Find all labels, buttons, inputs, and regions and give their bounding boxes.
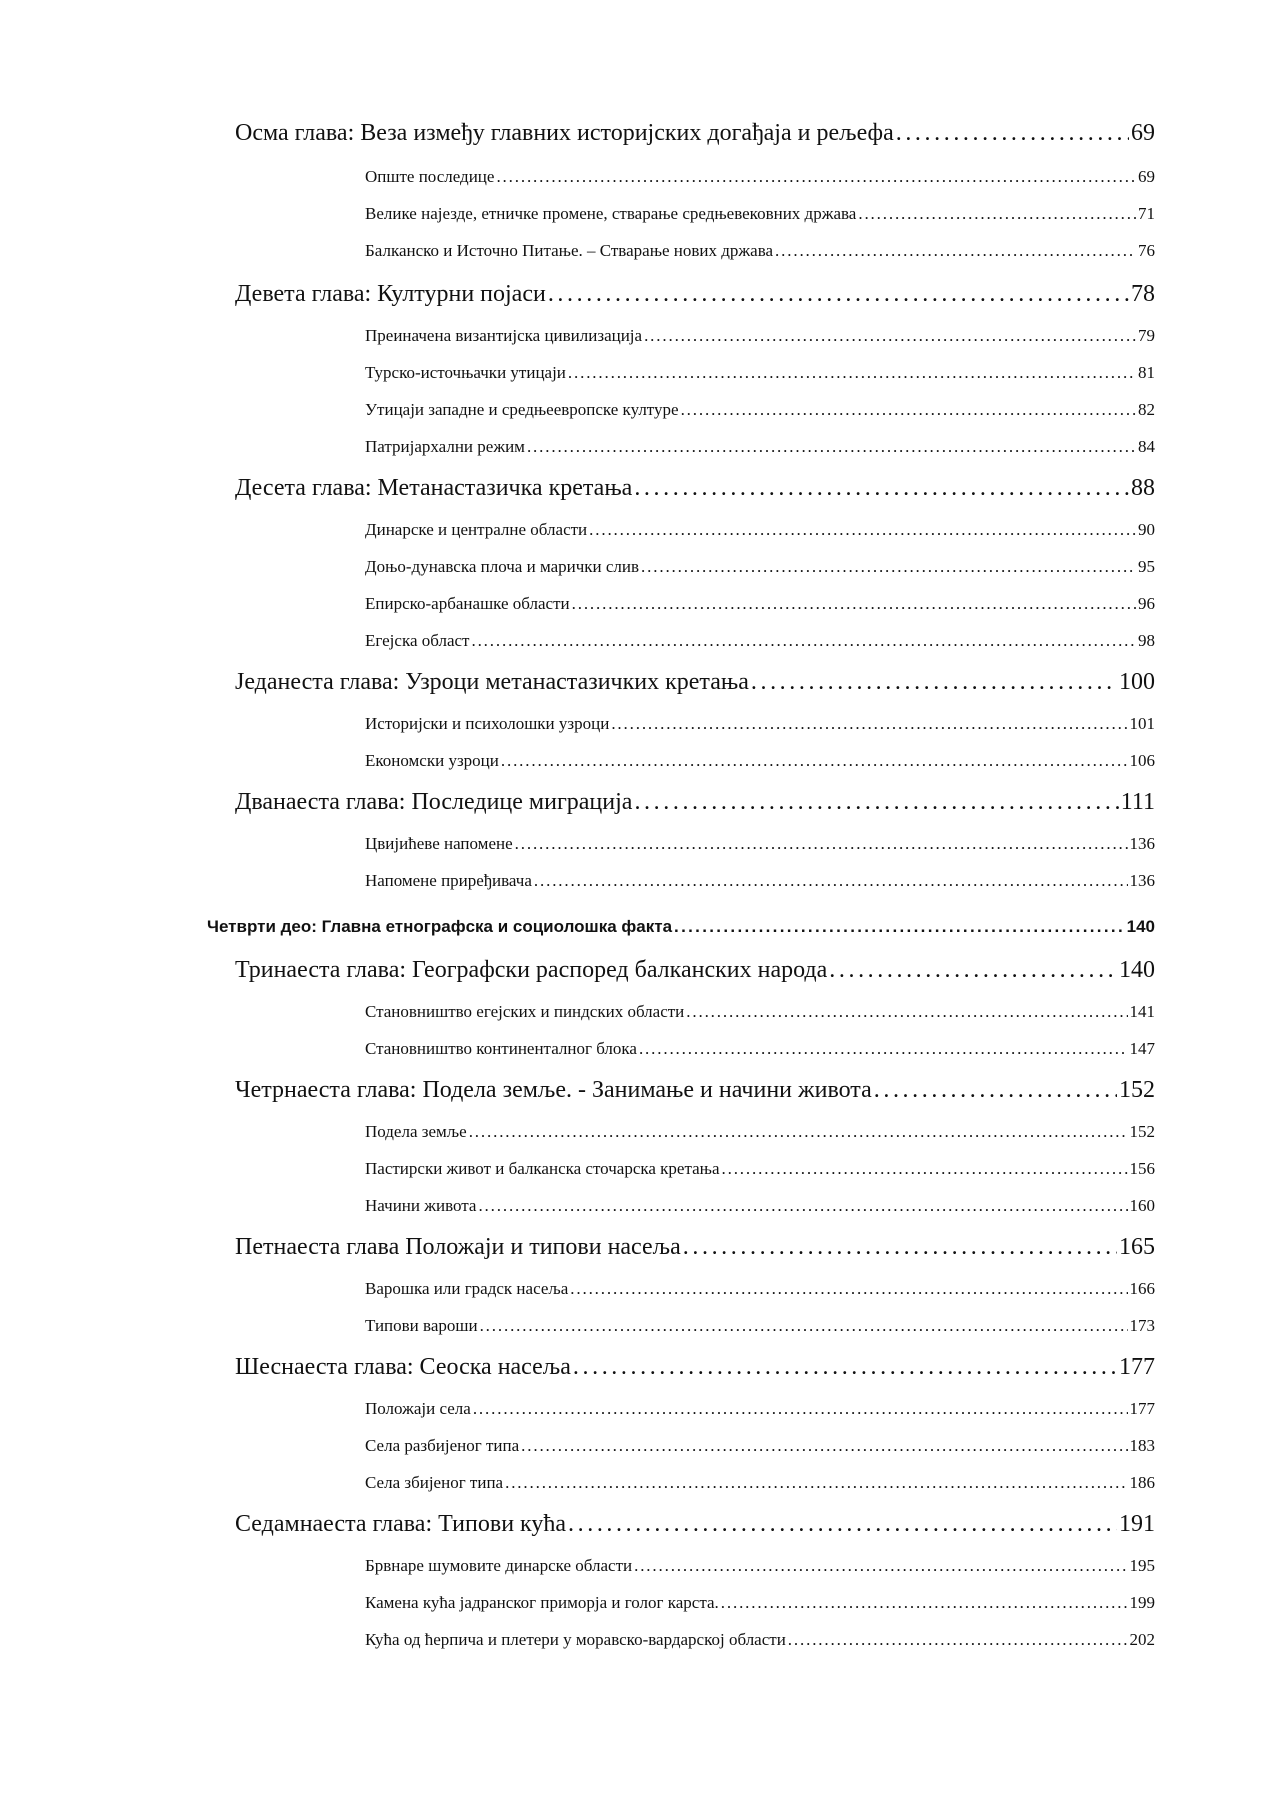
page-number: 98 <box>1138 631 1155 650</box>
page-number: 71 <box>1138 204 1155 223</box>
entry-title: Опште последице <box>365 167 495 186</box>
toc-section-entry[interactable] <box>365 714 1155 734</box>
page-number: 140 <box>1119 957 1155 983</box>
dot-leader <box>751 669 1117 696</box>
toc-section-entry[interactable] <box>365 1436 1155 1456</box>
dot-leader <box>858 204 1136 224</box>
toc-section-entry[interactable] <box>365 1473 1155 1493</box>
page-number: 199 <box>1129 1593 1155 1612</box>
page-number: 106 <box>1129 751 1155 770</box>
page-number: 173 <box>1129 1316 1155 1335</box>
dot-leader <box>548 281 1129 308</box>
toc-section-entry[interactable] <box>365 557 1155 577</box>
page-number: 160 <box>1129 1196 1155 1215</box>
entry-title: Историјски и психолошки узроци <box>365 714 610 733</box>
entry-title: Економски узроци <box>365 751 499 770</box>
dot-leader <box>501 751 1128 771</box>
toc-chapter-entry[interactable] <box>235 1354 1155 1381</box>
dot-leader <box>570 1279 1127 1299</box>
toc-section-entry[interactable] <box>365 871 1155 891</box>
toc-chapter-entry[interactable] <box>235 957 1155 984</box>
page-number: 96 <box>1138 594 1155 613</box>
entry-title: Начини живота <box>365 1196 477 1215</box>
dot-leader <box>469 1122 1128 1142</box>
dot-leader <box>634 475 1129 502</box>
toc-section-entry[interactable] <box>365 594 1155 614</box>
dot-leader <box>686 1002 1127 1022</box>
dot-leader <box>573 1354 1117 1381</box>
entry-title: Села збијеног типа <box>365 1473 504 1492</box>
page-number: 156 <box>1129 1159 1155 1178</box>
entry-title: Егејска област <box>365 631 470 650</box>
dot-leader <box>515 834 1128 854</box>
dot-leader <box>611 714 1127 734</box>
dot-leader <box>721 1593 1128 1613</box>
toc-section-entry[interactable] <box>365 1630 1155 1650</box>
toc-chapter-entry[interactable] <box>235 1077 1155 1104</box>
dot-leader <box>874 1077 1117 1104</box>
toc-section-entry[interactable] <box>365 1556 1155 1576</box>
dot-leader <box>534 871 1128 891</box>
toc-section-entry[interactable] <box>365 1279 1155 1299</box>
page-number: 84 <box>1138 437 1155 456</box>
entry-title: Типови вароши <box>365 1316 478 1335</box>
page-number: 88 <box>1131 475 1155 501</box>
entry-title: Кућа од ћерпича и плетери у моравско-вардарској области <box>365 1630 786 1649</box>
entry-title: Једанеста глава: Узроци метанастазичких кретања <box>235 669 749 695</box>
entry-title: Подела земље <box>365 1122 467 1141</box>
toc-section-entry[interactable] <box>365 751 1155 771</box>
dot-leader <box>480 1316 1128 1336</box>
dot-leader <box>641 557 1136 577</box>
toc-section-entry[interactable] <box>365 1316 1155 1336</box>
toc-section-entry[interactable] <box>365 1039 1155 1059</box>
entry-title: Динарске и централне области <box>365 520 588 539</box>
entry-title: Десета глава: Метанастазичка кретања <box>235 475 633 501</box>
dot-leader <box>589 520 1136 540</box>
entry-title: Варошка или градск насеља <box>365 1279 569 1298</box>
entry-title: Балканско и Источно Питање. – Стварање нових држава <box>365 241 774 260</box>
toc-chapter-entry[interactable] <box>235 1511 1155 1538</box>
entry-title: Шеснаеста глава: Сеоска насеља <box>235 1354 571 1380</box>
toc-section-entry[interactable] <box>365 437 1155 457</box>
page-number: 177 <box>1129 1399 1155 1418</box>
page-number: 152 <box>1129 1122 1155 1141</box>
page-number: 79 <box>1138 326 1155 345</box>
toc-chapter-entry[interactable] <box>235 120 1155 147</box>
page-number: 177 <box>1119 1354 1155 1380</box>
page-number: 186 <box>1129 1473 1155 1492</box>
page-number: 136 <box>1129 834 1155 853</box>
page-number: 69 <box>1138 167 1155 186</box>
dot-leader <box>478 1196 1127 1216</box>
toc-chapter-entry[interactable] <box>235 475 1155 502</box>
page-number: 76 <box>1138 241 1155 260</box>
dot-leader <box>683 1234 1117 1261</box>
toc-section-entry[interactable] <box>365 1399 1155 1419</box>
entry-title: Камена кућа јадранског приморја и голог карста. <box>365 1593 719 1612</box>
entry-title: Становништво континенталног блока <box>365 1039 637 1058</box>
page-number: 136 <box>1129 871 1155 890</box>
dot-leader <box>788 1630 1128 1650</box>
entry-title: Напомене приређивача <box>365 871 532 890</box>
dot-leader <box>473 1399 1128 1419</box>
entry-title: Патријархални режим <box>365 437 525 456</box>
page-number: 90 <box>1138 520 1155 539</box>
entry-title: Дванаеста глава: Последице миграција <box>235 789 633 815</box>
entry-title: Осма глава: Веза између главних историјских догађаја и рељефа <box>235 120 894 146</box>
dot-leader <box>471 631 1136 651</box>
entry-title: Цвијићеве напомене <box>365 834 513 853</box>
entry-title: Положаји села <box>365 1399 471 1418</box>
page-number: 81 <box>1138 363 1155 382</box>
page-number: 95 <box>1138 557 1155 576</box>
page-number: 140 <box>1126 917 1155 936</box>
entry-title: Седамнаеста глава: Типови кућа <box>235 1511 567 1537</box>
dot-leader <box>505 1473 1127 1493</box>
toc-section-entry[interactable] <box>365 363 1155 383</box>
entry-title: Пастирски живот и балканска сточарска кретања <box>365 1159 720 1178</box>
toc-section-entry[interactable] <box>365 167 1155 187</box>
toc-part-entry[interactable] <box>207 917 1155 937</box>
toc-section-entry[interactable] <box>365 400 1155 420</box>
toc-section-entry[interactable] <box>365 241 1155 261</box>
entry-title: Девета глава: Културни појаси <box>235 281 546 307</box>
entry-title: Велике најезде, етничке промене, стварање средњевековних држава <box>365 204 857 223</box>
toc-section-entry[interactable] <box>365 1002 1155 1022</box>
page-number: 69 <box>1131 120 1155 146</box>
entry-title: Четврти део: Главна етнографска и социолошка факта <box>207 917 673 936</box>
entry-title: Становништво егејских и пиндских области <box>365 1002 685 1021</box>
dot-leader <box>634 1556 1127 1576</box>
entry-title: Четрнаеста глава: Подела земље. - Занимање и начини живота <box>235 1077 872 1103</box>
dot-leader <box>775 241 1136 261</box>
entry-title: Доњо-дунавска плоча и марички слив <box>365 557 640 576</box>
page-number: 100 <box>1119 669 1155 695</box>
toc-chapter-entry[interactable] <box>235 669 1155 696</box>
page-number: 166 <box>1129 1279 1155 1298</box>
entry-title: Тринаеста глава: Географски распоред балканских народа <box>235 957 828 983</box>
page-number: 141 <box>1129 1002 1155 1021</box>
page-number: 101 <box>1129 714 1155 733</box>
dot-leader <box>674 917 1125 937</box>
toc-section-entry[interactable] <box>365 520 1155 540</box>
entry-title: Петнаеста глава Положаји и типови насеља <box>235 1234 681 1260</box>
toc-section-entry[interactable] <box>365 1122 1155 1142</box>
dot-leader <box>521 1436 1127 1456</box>
dot-leader <box>639 1039 1128 1059</box>
dot-leader <box>722 1159 1128 1179</box>
toc-section-entry[interactable] <box>365 1593 1155 1613</box>
toc-section-entry[interactable] <box>365 1159 1155 1179</box>
page-number: 195 <box>1129 1556 1155 1575</box>
toc-section-entry[interactable] <box>365 834 1155 854</box>
page-number: 147 <box>1129 1039 1155 1058</box>
entry-title: Села разбијеног типа <box>365 1436 520 1455</box>
dot-leader <box>644 326 1136 346</box>
page-number: 152 <box>1119 1077 1155 1103</box>
toc-section-entry[interactable] <box>365 1196 1155 1216</box>
page-number: 82 <box>1138 400 1155 419</box>
dot-leader <box>681 400 1136 420</box>
toc-chapter-entry[interactable] <box>235 1234 1155 1261</box>
dot-leader <box>896 120 1129 147</box>
page-number: 165 <box>1119 1234 1155 1260</box>
entry-title: Турско-источњачки утицаји <box>365 363 566 382</box>
dot-leader <box>568 363 1136 383</box>
toc-section-entry[interactable] <box>365 631 1155 651</box>
page-number: 191 <box>1119 1511 1155 1537</box>
entry-title: Епирско-арбанашке области <box>365 594 570 613</box>
dot-leader <box>829 957 1117 984</box>
entry-title: Брвнаре шумовите динарске области <box>365 1556 633 1575</box>
page-number: 111 <box>1120 789 1155 815</box>
dot-leader <box>496 167 1136 187</box>
dot-leader <box>572 594 1136 614</box>
dot-leader <box>634 789 1118 816</box>
toc-section-entry[interactable] <box>365 204 1155 224</box>
toc-chapter-entry[interactable] <box>235 281 1155 308</box>
page-number: 183 <box>1129 1436 1155 1455</box>
entry-title: Преиначена византијска цивилизација <box>365 326 643 345</box>
toc-section-entry[interactable] <box>365 326 1155 346</box>
entry-title: Утицаји западне и средњеевропске културе <box>365 400 679 419</box>
toc-chapter-entry[interactable] <box>235 789 1155 816</box>
dot-leader <box>527 437 1136 457</box>
page-number: 78 <box>1131 281 1155 307</box>
page-number: 202 <box>1129 1630 1155 1649</box>
dot-leader <box>568 1511 1117 1538</box>
